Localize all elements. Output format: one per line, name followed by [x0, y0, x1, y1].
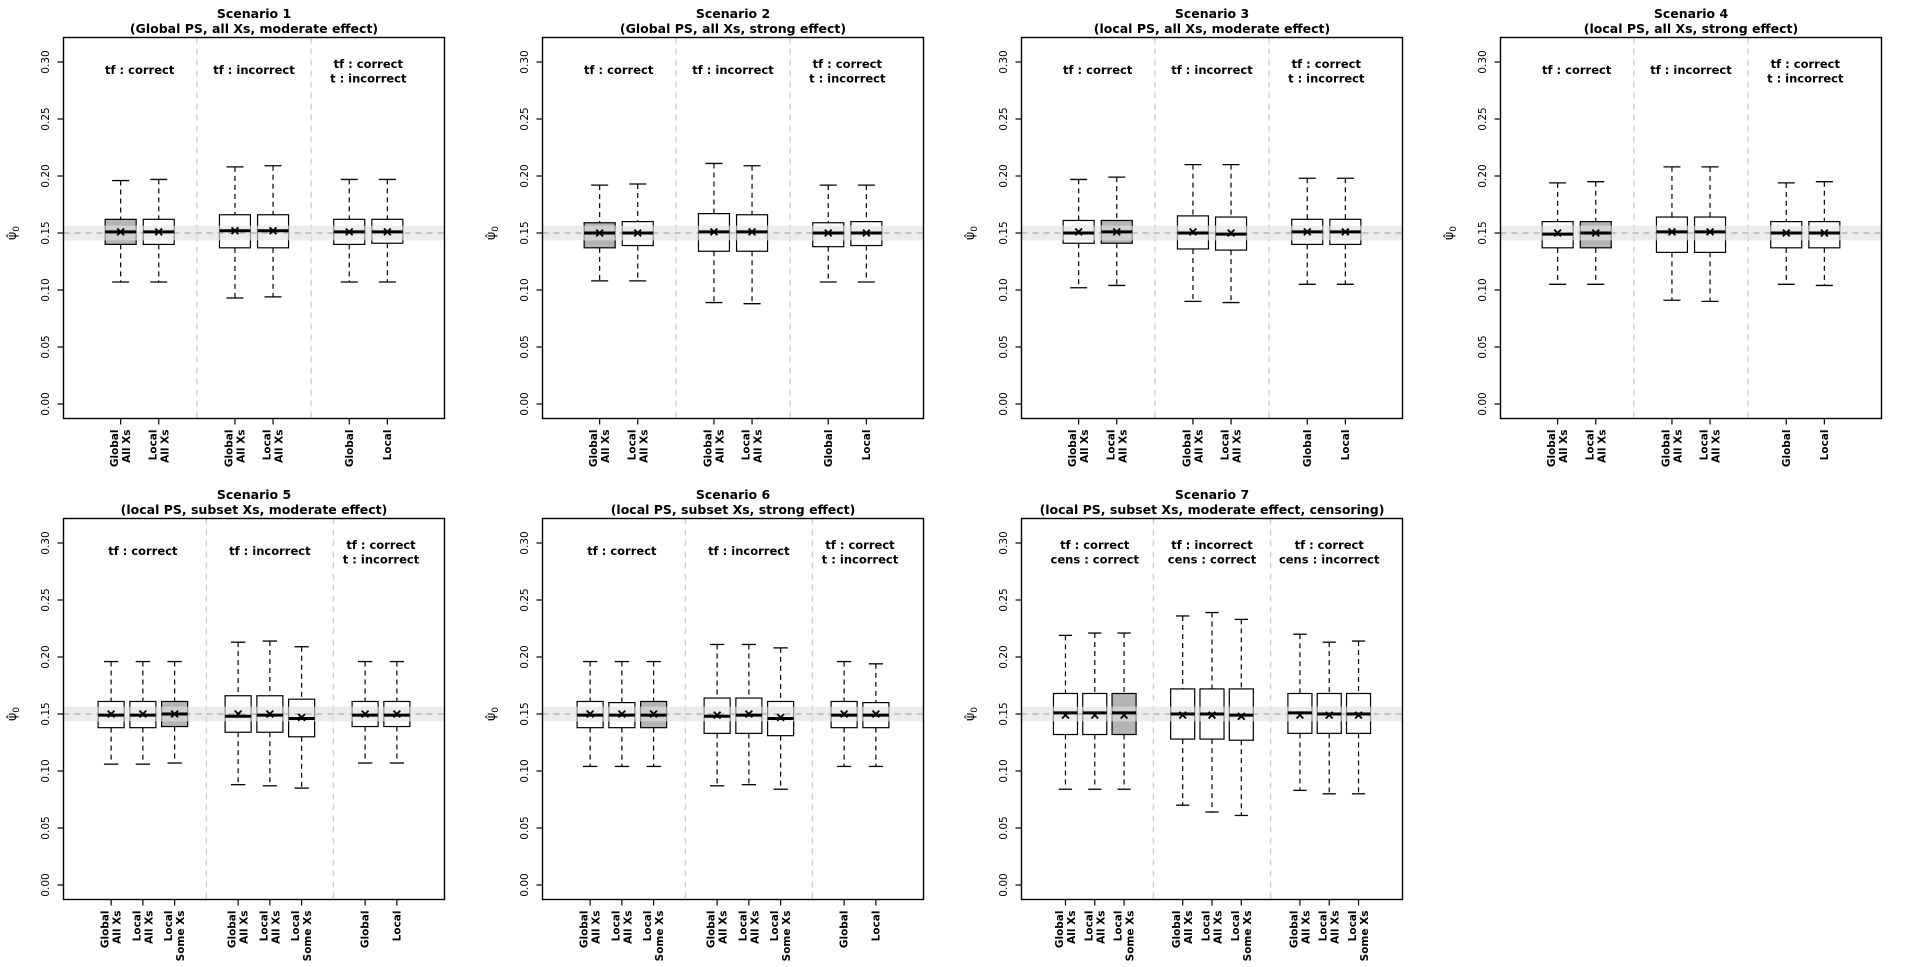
scenario-1-chart: [0, 0, 479, 482]
x-tick-label: Global: [226, 910, 239, 949]
y-tick-label: 0.15: [998, 702, 1010, 726]
x-tick-label: Global: [1181, 429, 1194, 468]
x-tick-label: Local: [1200, 910, 1213, 942]
x-tick-label: Global: [702, 429, 715, 468]
x-tick-label: All Xs: [600, 429, 613, 463]
y-axis-title: $\psî_0$: [483, 226, 501, 240]
scenario-panel-3: [958, 0, 1437, 486]
panel-title: Scenario 6: [695, 487, 771, 502]
section-label: tf : incorrect: [213, 63, 295, 77]
section-label: t : incorrect: [1288, 71, 1365, 86]
x-tick-label: All Xs: [1079, 429, 1092, 463]
x-tick-label: Global: [588, 429, 601, 468]
y-axis-title: $\psî_0$: [962, 226, 980, 240]
y-tick-label: 0.00: [998, 392, 1010, 416]
scenario-panel-5: [0, 481, 479, 967]
x-tick-label: Local: [261, 429, 274, 461]
x-tick-label: Global: [822, 429, 835, 468]
x-tick-label: All Xs: [1558, 429, 1571, 463]
y-tick-label: 0.25: [519, 107, 531, 131]
section-label: cens : correct: [1050, 552, 1139, 567]
x-tick-label: Local: [1229, 910, 1242, 942]
x-tick-label: Local: [740, 429, 753, 461]
y-tick-label: 0.05: [998, 816, 1010, 840]
x-tick-label: All Xs: [590, 910, 603, 944]
y-tick-label: 0.00: [998, 873, 1010, 897]
section-label: tf : incorrect: [1650, 63, 1732, 77]
panel-title: Scenario 3: [1174, 6, 1250, 21]
y-tick-label: 0.05: [40, 335, 52, 359]
x-tick-label: Local: [626, 429, 639, 461]
y-tick-label: 0.10: [998, 278, 1010, 302]
y-tick-label: 0.15: [519, 702, 531, 726]
x-tick-label: Local: [1083, 910, 1096, 942]
y-axis-title: $\psî_0$: [483, 707, 501, 721]
x-tick-label: All Xs: [1596, 429, 1609, 463]
x-tick-label: Global: [1301, 429, 1314, 468]
scenario-panel-1: [0, 0, 479, 486]
x-tick-label: Local: [737, 910, 750, 942]
x-tick-label: Global: [705, 910, 718, 949]
x-tick-label: Local: [131, 910, 144, 942]
y-tick-label: 0.15: [998, 221, 1010, 245]
y-tick-label: 0.20: [998, 645, 1010, 669]
x-tick-label: All Xs: [1231, 429, 1244, 463]
x-tick-label: All Xs: [273, 429, 286, 463]
x-tick-label: All Xs: [622, 910, 635, 944]
x-tick-label: Local: [1112, 910, 1125, 942]
x-tick-label: Local: [1698, 429, 1711, 461]
panel-title: Scenario 1: [216, 6, 292, 21]
section-label: tf : correct: [587, 544, 657, 558]
x-tick-label: Local: [1317, 910, 1330, 942]
x-tick-label: All Xs: [1710, 429, 1723, 463]
y-tick-label: 0.15: [40, 702, 52, 726]
x-tick-label: Local: [1584, 429, 1597, 461]
y-tick-label: 0.00: [40, 392, 52, 416]
x-tick-label: Local: [1219, 429, 1232, 461]
x-tick-label: All Xs: [159, 429, 172, 463]
scenario-4-chart: [1437, 0, 1916, 482]
x-tick-label: All Xs: [1329, 910, 1342, 944]
x-tick-label: Local: [1105, 429, 1118, 461]
section-label: tf : incorrect: [692, 63, 774, 77]
x-tick-label: Some Xs: [1359, 910, 1372, 962]
x-tick-label: All Xs: [235, 429, 248, 463]
section-label: t : incorrect: [1767, 71, 1844, 86]
y-tick-label: 0.15: [519, 221, 531, 245]
section-label: t : incorrect: [330, 71, 407, 86]
y-tick-label: 0.30: [1477, 50, 1489, 74]
panel-title: Scenario 5: [216, 487, 292, 502]
x-tick-label: Global: [578, 910, 591, 949]
x-tick-label: All Xs: [1672, 429, 1685, 463]
x-tick-label: Local: [860, 429, 873, 461]
scenario-panel-4: [1437, 0, 1916, 486]
y-tick-label: 0.05: [40, 816, 52, 840]
x-tick-label: Local: [1347, 910, 1360, 942]
y-tick-label: 0.10: [998, 759, 1010, 783]
panel-subtitle: (local PS, all Xs, moderate effect): [1093, 21, 1331, 36]
panel-subtitle: (local PS, subset Xs, moderate effect, censoring): [1039, 502, 1385, 517]
section-label: tf : correct: [1770, 57, 1840, 71]
x-tick-label: Global: [223, 429, 236, 468]
x-tick-label: All Xs: [121, 429, 134, 463]
x-tick-label: All Xs: [752, 429, 765, 463]
x-tick-label: Some Xs: [654, 910, 667, 962]
y-tick-label: 0.05: [519, 816, 531, 840]
x-tick-label: Local: [163, 910, 176, 942]
section-label: tf : correct: [812, 57, 882, 71]
x-tick-label: All Xs: [714, 429, 727, 463]
x-tick-label: All Xs: [749, 910, 762, 944]
x-tick-label: All Xs: [638, 429, 651, 463]
section-label: tf : correct: [108, 544, 178, 558]
scenario-panel-2: [479, 0, 958, 486]
y-tick-label: 0.00: [519, 873, 531, 897]
x-tick-label: Global: [1067, 429, 1080, 468]
y-tick-label: 0.30: [519, 531, 531, 555]
scenario-6-chart: [479, 481, 958, 963]
y-tick-label: 0.05: [998, 335, 1010, 359]
y-tick-label: 0.05: [519, 335, 531, 359]
x-tick-label: All Xs: [270, 910, 283, 944]
x-tick-label: Some Xs: [1241, 910, 1254, 962]
y-tick-label: 0.20: [40, 645, 52, 669]
x-tick-label: Local: [1818, 429, 1831, 461]
y-tick-label: 0.25: [519, 588, 531, 612]
panel-title: Scenario 7: [1174, 487, 1250, 502]
y-tick-label: 0.30: [40, 50, 52, 74]
x-tick-label: Local: [290, 910, 303, 942]
section-label: tf : correct: [105, 63, 175, 77]
panel-subtitle: (local PS, all Xs, strong effect): [1583, 21, 1799, 36]
y-tick-label: 0.30: [40, 531, 52, 555]
y-axis-title: $\psî_0$: [4, 707, 22, 721]
y-tick-label: 0.15: [1477, 221, 1489, 245]
panel-subtitle: (Global PS, all Xs, moderate effect): [129, 21, 379, 36]
x-tick-label: Global: [109, 429, 122, 468]
panel-subtitle: (local PS, subset Xs, moderate effect): [120, 502, 388, 517]
x-tick-label: Local: [258, 910, 271, 942]
panel-title: Scenario 2: [695, 6, 771, 21]
section-label: t : incorrect: [342, 552, 420, 567]
scenario-3-chart: [958, 0, 1437, 482]
x-tick-label: Global: [343, 429, 356, 468]
y-tick-label: 0.10: [40, 759, 52, 783]
y-tick-label: 0.25: [998, 588, 1010, 612]
x-tick-label: All Xs: [1117, 429, 1130, 463]
x-tick-label: Local: [642, 910, 655, 942]
y-tick-label: 0.00: [40, 873, 52, 897]
x-tick-label: Local: [769, 910, 782, 942]
x-tick-label: Local: [1339, 429, 1352, 461]
scenario-panel-6: [479, 481, 958, 967]
y-tick-label: 0.30: [998, 531, 1010, 555]
x-tick-label: Local: [147, 429, 160, 461]
section-label: tf : correct: [1060, 538, 1130, 552]
section-label: tf : incorrect: [708, 544, 790, 558]
x-tick-label: Some Xs: [175, 910, 188, 962]
x-tick-label: Global: [1053, 910, 1066, 949]
x-tick-label: Local: [870, 910, 883, 942]
x-tick-label: Global: [838, 910, 851, 949]
x-tick-label: Global: [1780, 429, 1793, 468]
y-tick-label: 0.20: [519, 645, 531, 669]
section-label: tf : incorrect: [1171, 63, 1253, 77]
x-tick-label: All Xs: [717, 910, 730, 944]
y-tick-label: 0.20: [998, 164, 1010, 188]
x-tick-label: All Xs: [143, 910, 156, 944]
x-tick-label: Local: [391, 910, 404, 942]
x-tick-label: Global: [1288, 910, 1301, 949]
y-tick-label: 0.25: [40, 588, 52, 612]
x-tick-label: All Xs: [1300, 910, 1313, 944]
section-label: cens : incorrect: [1278, 552, 1380, 567]
section-label: t : incorrect: [809, 71, 886, 86]
y-tick-label: 0.25: [1477, 107, 1489, 131]
y-tick-label: 0.30: [998, 50, 1010, 74]
panel-title: Scenario 4: [1653, 6, 1729, 21]
section-label: tf : correct: [1542, 63, 1612, 77]
x-tick-label: Global: [1546, 429, 1559, 468]
section-label: tf : correct: [1294, 538, 1364, 552]
scenario-2-chart: [479, 0, 958, 482]
scenario-7-chart: [958, 481, 1437, 963]
x-tick-label: All Xs: [111, 910, 124, 944]
section-label: tf : correct: [825, 538, 895, 552]
section-label: tf : correct: [346, 538, 416, 552]
y-axis-title: $\psî_0$: [962, 707, 980, 721]
y-tick-label: 0.15: [40, 221, 52, 245]
x-tick-label: All Xs: [1065, 910, 1078, 944]
x-tick-label: All Xs: [238, 910, 251, 944]
scenario-panel-7: [958, 481, 1437, 967]
section-label: tf : correct: [333, 57, 403, 71]
y-tick-label: 0.10: [40, 278, 52, 302]
x-tick-label: All Xs: [1193, 429, 1206, 463]
x-tick-label: Global: [1660, 429, 1673, 468]
y-tick-label: 0.10: [519, 759, 531, 783]
x-tick-label: Some Xs: [302, 910, 315, 962]
y-tick-label: 0.00: [519, 392, 531, 416]
panel-subtitle: (local PS, subset Xs, strong effect): [610, 502, 856, 517]
y-tick-label: 0.25: [40, 107, 52, 131]
section-label: t : incorrect: [821, 552, 899, 567]
section-label: tf : incorrect: [1171, 538, 1253, 552]
y-tick-label: 0.10: [519, 278, 531, 302]
y-axis-title: $\psî_0$: [4, 226, 22, 240]
section-label: tf : incorrect: [229, 544, 311, 558]
x-tick-label: Some Xs: [1124, 910, 1137, 962]
y-tick-label: 0.20: [40, 164, 52, 188]
y-tick-label: 0.30: [519, 50, 531, 74]
y-tick-label: 0.05: [1477, 335, 1489, 359]
y-tick-label: 0.20: [519, 164, 531, 188]
scenario-5-chart: [0, 481, 479, 963]
y-tick-label: 0.10: [1477, 278, 1489, 302]
x-tick-label: All Xs: [1183, 910, 1196, 944]
y-tick-label: 0.20: [1477, 164, 1489, 188]
section-label: tf : correct: [1291, 57, 1361, 71]
y-tick-label: 0.00: [1477, 392, 1489, 416]
x-tick-label: All Xs: [1095, 910, 1108, 944]
x-tick-label: Global: [359, 910, 372, 949]
x-tick-label: All Xs: [1212, 910, 1225, 944]
y-tick-label: 0.25: [998, 107, 1010, 131]
section-label: cens : correct: [1167, 552, 1257, 567]
x-tick-label: Local: [381, 429, 394, 461]
y-axis-title: $\psî_0$: [1441, 226, 1459, 240]
section-label: tf : correct: [1063, 63, 1133, 77]
x-tick-label: Some Xs: [781, 910, 794, 962]
panel-subtitle: (Global PS, all Xs, strong effect): [619, 21, 847, 36]
section-label: tf : correct: [584, 63, 654, 77]
x-tick-label: Global: [1171, 910, 1184, 949]
x-tick-label: Global: [99, 910, 112, 949]
x-tick-label: Local: [610, 910, 623, 942]
